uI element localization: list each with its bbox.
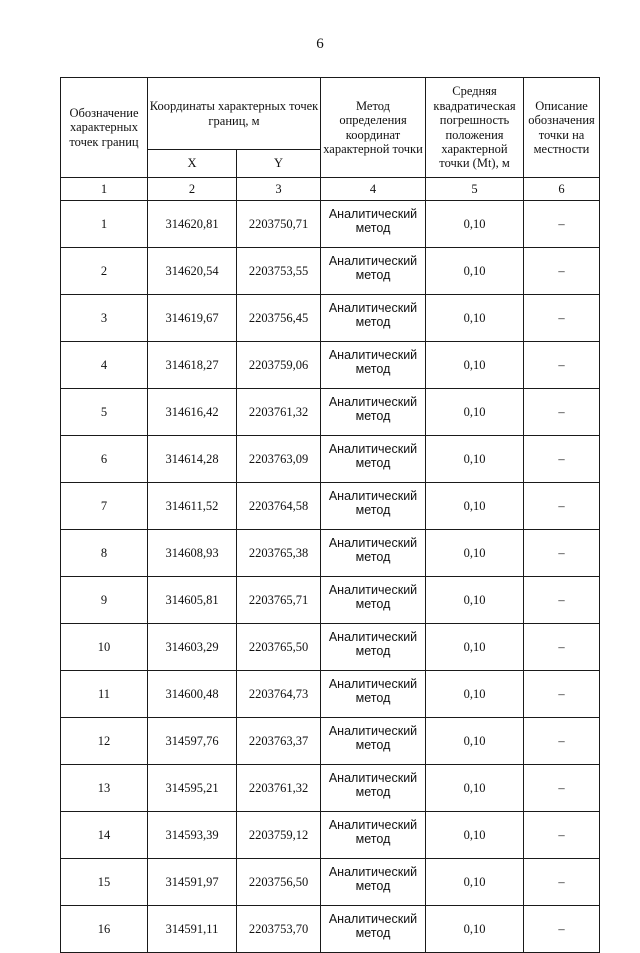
- table-row: [61, 295, 600, 342]
- table-row: [61, 624, 600, 671]
- table-row: [61, 389, 600, 436]
- table-row: [61, 906, 600, 953]
- header-y: Y: [237, 150, 321, 178]
- point-cell: 13: [61, 765, 148, 812]
- error-cell: 0,10: [426, 859, 524, 906]
- error-cell: 0,10: [426, 812, 524, 859]
- table-header: [61, 78, 600, 178]
- point-cell: 2: [61, 248, 148, 295]
- column-number-row: [61, 178, 600, 201]
- column-number: 6: [524, 178, 600, 201]
- coord-y-cell: 2203765,38: [237, 530, 321, 577]
- method-cell: Аналитический метод: [321, 859, 426, 906]
- coord-x-cell: 314593,39: [148, 812, 237, 859]
- point-cell: 14: [61, 812, 148, 859]
- point-cell: 5: [61, 389, 148, 436]
- description-cell: –: [524, 906, 600, 953]
- error-cell: 0,10: [426, 765, 524, 812]
- coord-x-cell: 314614,28: [148, 436, 237, 483]
- header-error: Средняя квадратическая погрешность положения характерной точки (Mt), м: [426, 78, 524, 178]
- coord-x-cell: 314618,27: [148, 342, 237, 389]
- description-cell: –: [524, 295, 600, 342]
- method-cell: Аналитический метод: [321, 530, 426, 577]
- coord-x-cell: 314603,29: [148, 624, 237, 671]
- coord-y-cell: 2203764,58: [237, 483, 321, 530]
- header-description: Описание обозначения точки на местности: [524, 78, 600, 178]
- coord-x-cell: 314620,54: [148, 248, 237, 295]
- description-cell: –: [524, 765, 600, 812]
- column-number: 4: [321, 178, 426, 201]
- coord-y-cell: 2203756,50: [237, 859, 321, 906]
- method-cell: Аналитический метод: [321, 436, 426, 483]
- header-designation: Обозначение характерных точек границ: [61, 78, 148, 178]
- method-cell: Аналитический метод: [321, 389, 426, 436]
- coord-y-cell: 2203759,06: [237, 342, 321, 389]
- error-cell: 0,10: [426, 624, 524, 671]
- error-cell: 0,10: [426, 483, 524, 530]
- coord-x-cell: 314591,97: [148, 859, 237, 906]
- point-cell: 12: [61, 718, 148, 765]
- description-cell: –: [524, 624, 600, 671]
- error-cell: 0,10: [426, 389, 524, 436]
- coord-x-cell: 314595,21: [148, 765, 237, 812]
- description-cell: –: [524, 671, 600, 718]
- method-cell: Аналитический метод: [321, 248, 426, 295]
- error-cell: 0,10: [426, 577, 524, 624]
- table-row: [61, 248, 600, 295]
- description-cell: –: [524, 577, 600, 624]
- method-cell: Аналитический метод: [321, 624, 426, 671]
- column-number: 1: [61, 178, 148, 201]
- description-cell: –: [524, 436, 600, 483]
- coord-x-cell: 314608,93: [148, 530, 237, 577]
- method-cell: Аналитический метод: [321, 342, 426, 389]
- header-coordinates: Координаты характерных точек границ, м: [148, 78, 321, 150]
- description-cell: –: [524, 201, 600, 248]
- description-cell: –: [524, 389, 600, 436]
- error-cell: 0,10: [426, 295, 524, 342]
- coord-y-cell: 2203765,50: [237, 624, 321, 671]
- table-row: [61, 436, 600, 483]
- table-body: [61, 201, 600, 953]
- table-row: [61, 577, 600, 624]
- description-cell: –: [524, 342, 600, 389]
- method-cell: Аналитический метод: [321, 718, 426, 765]
- column-numbers: [61, 178, 600, 201]
- page-number: 6: [316, 36, 324, 52]
- error-cell: 0,10: [426, 436, 524, 483]
- coord-y-cell: 2203763,37: [237, 718, 321, 765]
- coord-y-cell: 2203763,09: [237, 436, 321, 483]
- error-cell: 0,10: [426, 906, 524, 953]
- method-cell: Аналитический метод: [321, 765, 426, 812]
- coord-y-cell: 2203756,45: [237, 295, 321, 342]
- table-row: [61, 812, 600, 859]
- table-row: [61, 483, 600, 530]
- description-cell: –: [524, 483, 600, 530]
- coord-x-cell: 314605,81: [148, 577, 237, 624]
- error-cell: 0,10: [426, 248, 524, 295]
- method-cell: Аналитический метод: [321, 201, 426, 248]
- method-cell: Аналитический метод: [321, 812, 426, 859]
- coord-y-cell: 2203761,32: [237, 389, 321, 436]
- method-cell: Аналитический метод: [321, 906, 426, 953]
- header-x: X: [148, 150, 237, 178]
- method-cell: Аналитический метод: [321, 577, 426, 624]
- error-cell: 0,10: [426, 530, 524, 577]
- coord-y-cell: 2203753,70: [237, 906, 321, 953]
- point-cell: 9: [61, 577, 148, 624]
- column-number: 2: [148, 178, 237, 201]
- point-cell: 11: [61, 671, 148, 718]
- boundary-points-table: [60, 77, 600, 953]
- description-cell: –: [524, 718, 600, 765]
- description-cell: –: [524, 530, 600, 577]
- method-cell: Аналитический метод: [321, 295, 426, 342]
- coord-y-cell: 2203765,71: [237, 577, 321, 624]
- method-cell: Аналитический метод: [321, 671, 426, 718]
- coord-y-cell: 2203759,12: [237, 812, 321, 859]
- coord-y-cell: 2203750,71: [237, 201, 321, 248]
- method-cell: Аналитический метод: [321, 483, 426, 530]
- table-row: [61, 859, 600, 906]
- coord-x-cell: 314620,81: [148, 201, 237, 248]
- coord-y-cell: 2203761,32: [237, 765, 321, 812]
- point-cell: 6: [61, 436, 148, 483]
- point-cell: 1: [61, 201, 148, 248]
- coord-y-cell: 2203764,73: [237, 671, 321, 718]
- table-row: [61, 765, 600, 812]
- column-number: 3: [237, 178, 321, 201]
- table-row: [61, 718, 600, 765]
- table-row: [61, 201, 600, 248]
- coord-x-cell: 314619,67: [148, 295, 237, 342]
- point-cell: 16: [61, 906, 148, 953]
- point-cell: 8: [61, 530, 148, 577]
- coord-x-cell: 314616,42: [148, 389, 237, 436]
- table-row: [61, 530, 600, 577]
- column-number: 5: [426, 178, 524, 201]
- point-cell: 10: [61, 624, 148, 671]
- coord-x-cell: 314611,52: [148, 483, 237, 530]
- table-row: [61, 342, 600, 389]
- coord-x-cell: 314597,76: [148, 718, 237, 765]
- table-row: [61, 671, 600, 718]
- coord-x-cell: 314600,48: [148, 671, 237, 718]
- point-cell: 7: [61, 483, 148, 530]
- coord-x-cell: 314591,11: [148, 906, 237, 953]
- error-cell: 0,10: [426, 342, 524, 389]
- description-cell: –: [524, 248, 600, 295]
- error-cell: 0,10: [426, 718, 524, 765]
- error-cell: 0,10: [426, 201, 524, 248]
- description-cell: –: [524, 812, 600, 859]
- description-cell: –: [524, 859, 600, 906]
- point-cell: 4: [61, 342, 148, 389]
- point-cell: 3: [61, 295, 148, 342]
- point-cell: 15: [61, 859, 148, 906]
- error-cell: 0,10: [426, 671, 524, 718]
- header-method: Метод определения координат характерной точки: [321, 78, 426, 178]
- coord-y-cell: 2203753,55: [237, 248, 321, 295]
